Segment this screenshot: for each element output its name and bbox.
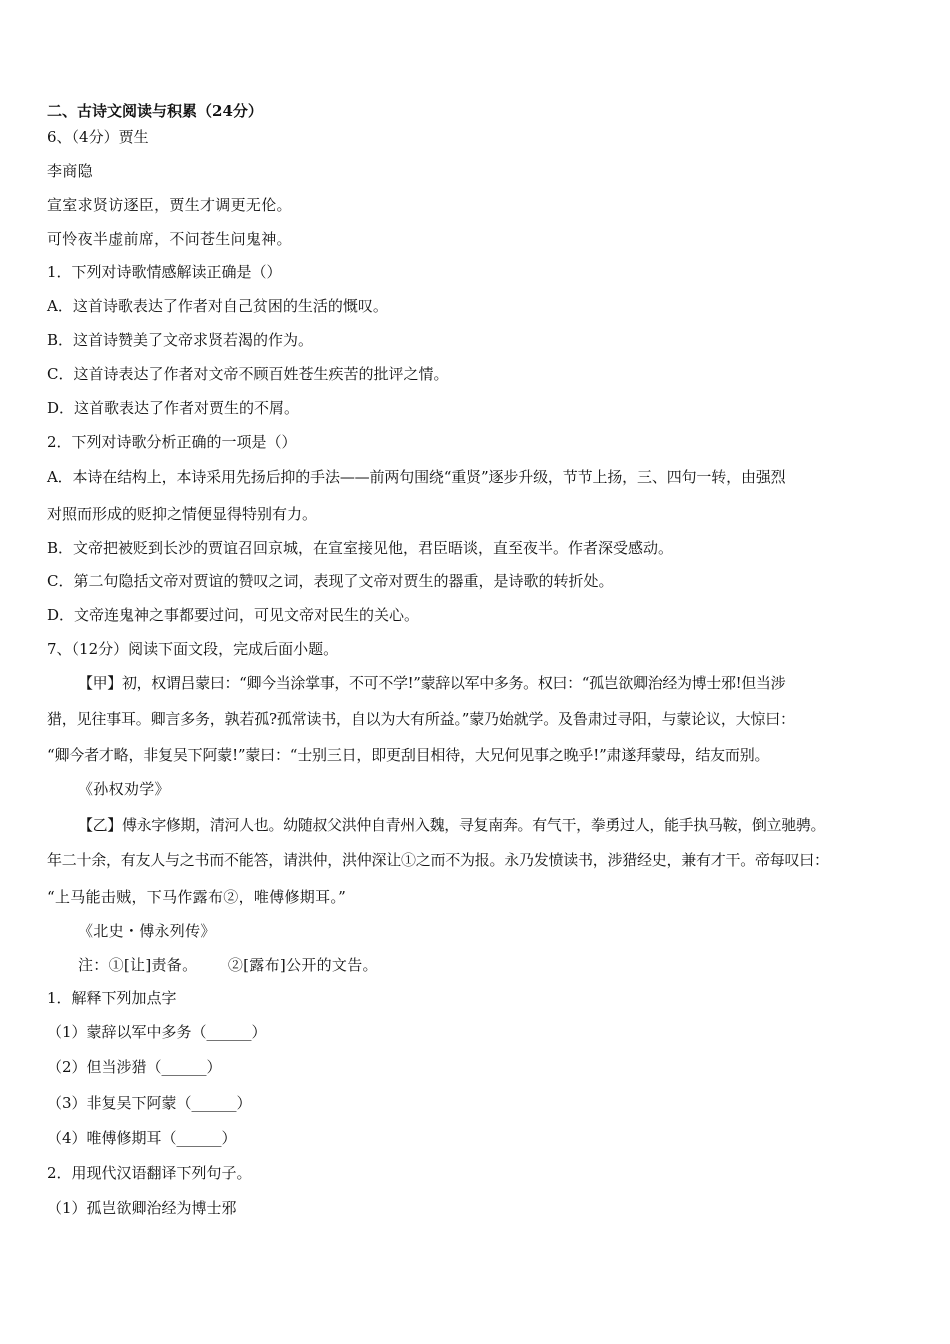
section-title: 二、古诗文阅读与积累（24分） [47,102,263,120]
yi-passage-line-1: 【乙】傅永字修期，清河人也。幼随叔父洪仲自青州入魏，寻复南奔。有气干，拳勇过人，能手执马鞍，倒立驰骋。 [78,816,826,834]
jia-passage-line-1: 【甲】初，权谓吕蒙曰：“卿今当涂掌事，不可不学!”蒙辞以军中多务。权曰：“孤岂欲卿治经为博士邪!但当涉 [78,674,786,692]
poem-line-1: 宣室求贤访逐臣，贾生才调更无伦。 [47,196,292,214]
jia-passage-line-2: 猎，见往事耳。卿言多务，孰若孤?孤常读书，自以为大有所益。”蒙乃始就学。及鲁肃过寻阳，与蒙论议，大惊曰： [47,710,795,728]
yi-passage-source: 《北史・傅永列传》 [78,922,216,940]
q7-sub1-item-3: （3）非复吴下阿蒙（______） [47,1094,252,1112]
q6-sub2-option-d: D．文帝连鬼神之事都要过问，可见文帝对民生的关心。 [47,606,420,624]
poem-author: 李商隐 [47,162,93,180]
q7-sub1-stem: 1．解释下列加点字 [47,989,177,1007]
q6-sub2-option-a-line-1: A．本诗在结构上，本诗采用先扬后抑的手法——前两句围绕“重贤”逐步升级，节节上扬，三、四句一转，由强烈 [47,468,786,486]
q6-sub2-option-c: C．第二句隐括文帝对贾谊的赞叹之词，表现了文帝对贾生的器重，是诗歌的转折处。 [47,572,614,590]
q7-sub1-item-4: （4）唯傅修期耳（______） [47,1129,237,1147]
question-7-header: 7、（12分）阅读下面文段，完成后面小题。 [47,640,339,658]
q7-sub1-item-1: （1）蒙辞以军中多务（______） [47,1023,267,1041]
q6-sub2-option-a-line-2: 对照而形成的贬抑之情便显得特别有力。 [47,505,318,523]
q6-sub1-stem: 1．下列对诗歌情感解读正确是（） [47,263,282,281]
annotation-note: 注：①[让]责备。 ②[露布]公开的文告。 [78,956,378,974]
yi-passage-line-2: 年二十余，有友人与之书而不能答，请洪仲，洪仲深让①之而不为报。永乃发愤读书，涉猎经史，兼有才干。帝每叹曰： [47,851,829,869]
q6-sub1-option-b: B．这首诗赞美了文帝求贤若渴的作为。 [47,331,314,349]
jia-passage-source: 《孙权劝学》 [78,780,170,798]
q7-sub2-item-1: （1）孤岂欲卿治经为博士邪 [47,1199,237,1217]
q6-sub1-option-a: A．这首诗歌表达了作者对自己贫困的生活的慨叹。 [47,297,388,315]
question-6-header: 6、（4分）贾生 [47,128,149,146]
q6-sub2-option-b: B．文帝把被贬到长沙的贾谊召回京城，在宣室接见他，君臣晤谈，直至夜半。作者深受感动。 [47,539,674,557]
q7-sub2-stem: 2．用现代汉语翻译下列句子。 [47,1164,252,1182]
q7-sub1-item-2: （2）但当涉猎（______） [47,1058,222,1076]
jia-passage-line-3: “卿今者才略，非复吴下阿蒙!”蒙曰：“士别三日，即更刮目相待，大兄何见事之晚乎!”肃遂拜蒙母，结友而别。 [47,746,770,764]
poem-line-2: 可怜夜半虚前席，不问苍生问鬼神。 [47,230,292,248]
q6-sub2-stem: 2．下列对诗歌分析正确的一项是（） [47,433,297,451]
yi-passage-line-3: “上马能击贼，下马作露布②，唯傅修期耳。” [47,888,347,906]
q6-sub1-option-d: D．这首歌表达了作者对贾生的不屑。 [47,399,300,417]
q6-sub1-option-c: C．这首诗表达了作者对文帝不顾百姓苍生疾苦的批评之情。 [47,365,449,383]
